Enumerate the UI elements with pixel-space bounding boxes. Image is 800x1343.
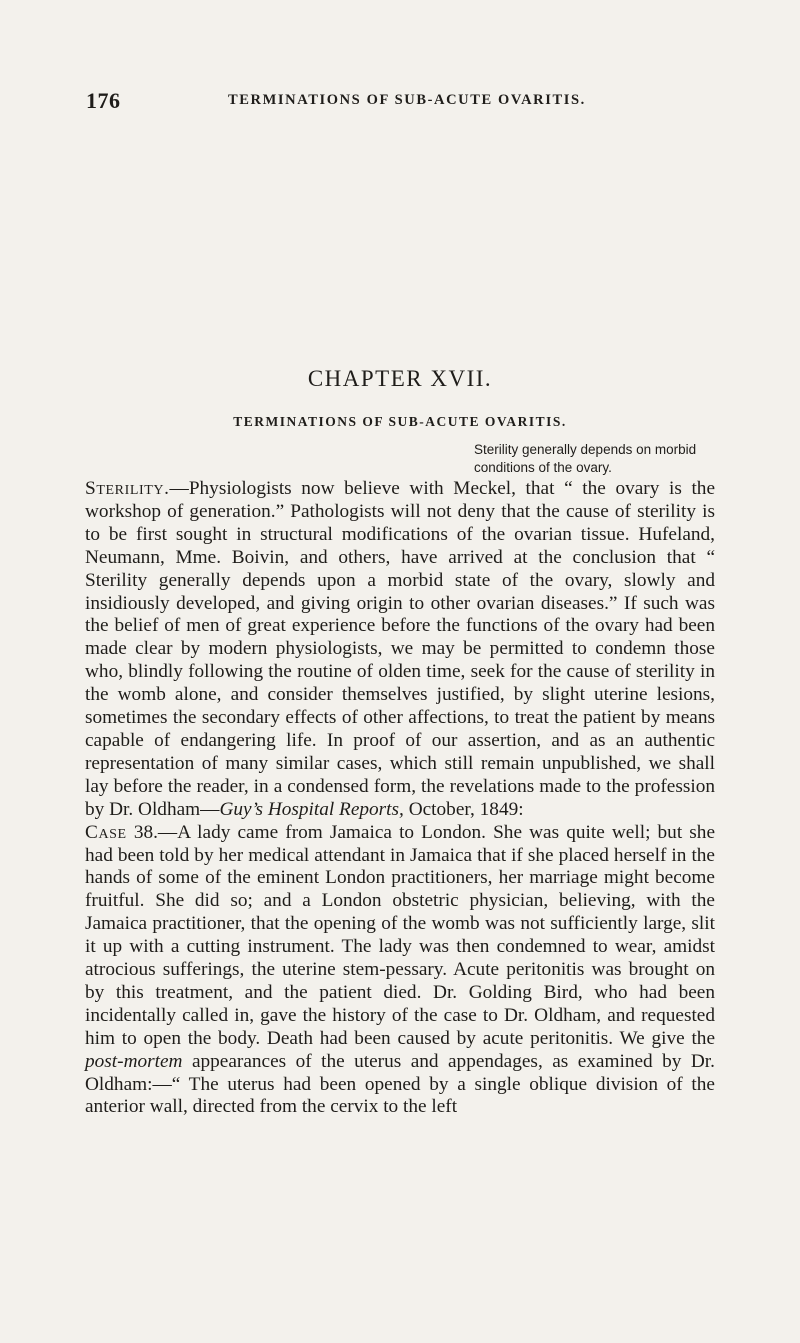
running-title: TERMINATIONS OF SUB-ACUTE OVARITIS. xyxy=(228,92,586,108)
paragraph-text-tail: appearances of the uterus and appendages, as examined by Dr. Oldham:—“ The uterus had been opened by a single oblique division of the anterior wall, directed from the cervix to the left xyxy=(85,1050,715,1118)
citation: Guy’s Hospital Reports, xyxy=(219,798,404,820)
paragraph-case xyxy=(85,822,715,1120)
paragraph-text: —Physiologists now believe with Meckel, that “ the ovary is the workshop of generation.” Pathologists will not deny that the cause of sterility is to be first sought in structural modifications of the ovarian tissue. Hufeland, Neumann, Mme. Boivin, and others, have arrived at the conclusion that “ Sterility generally depends upon a morbid state of the ovary, slowly and insidiously developed, and giving origin to other ovarian diseases.” If such was the belief of men of great experience before the functions of the ovary had been made clear by modern physiologists, we may be permitted to condemn those who, blindly following the routine of olden time, seek for the cause of sterility in the womb alone, and consider themselves justified, by slight uterine lesions, sometimes the secondary effects of other affections, to treat the patient by means capable of endangering life. In proof of our assertion, and as an authentic representation of many similar cases, which still remain unpublished, we shall lay before the reader, in a condensed form, the revelations made to the profession by Dr. Oldham— xyxy=(85,478,715,820)
chapter-subtitle: TERMINATIONS OF SUB-ACUTE OVARITIS. xyxy=(233,414,567,429)
margin-note: Sterility generally depends on morbid conditions of the ovary. xyxy=(474,442,697,475)
paragraph-sterility xyxy=(85,478,715,822)
italic-term: post-mortem xyxy=(85,1050,183,1072)
body-text xyxy=(85,478,715,1119)
running-head xyxy=(0,88,800,118)
chapter-title: CHAPTER XVII. xyxy=(307,366,493,391)
paragraph-lead: Case xyxy=(85,821,127,843)
paragraph-lead: Sterility. xyxy=(85,478,170,499)
paragraph-text: 38.—A lady came from Jamaica to London. She was quite well; but she had been told by her medical attendant in Jamaica that if she placed herself in the hands of some of the eminent London practitioners, her marriage might become fruitful. She did so; and a London obstetric physician, believing, with the Jamaica practitioner, that the opening of the womb was not sufficiently large, slit it up with a cutting instrument. The lady was then condemned to wear, amidst atrocious sufferings, the uterine stem-pessary. Acute peritonitis was brought on by this treatment, and the patient died. Dr. Golding Bird, who had been incidentally called in, gave the history of the case to Dr. Oldham, and requested him to open the body. Death had been caused by acute peritonitis. We give the xyxy=(85,821,715,1049)
page-number: 176 xyxy=(86,88,121,113)
paragraph-text-tail: October, 1849: xyxy=(403,798,524,820)
